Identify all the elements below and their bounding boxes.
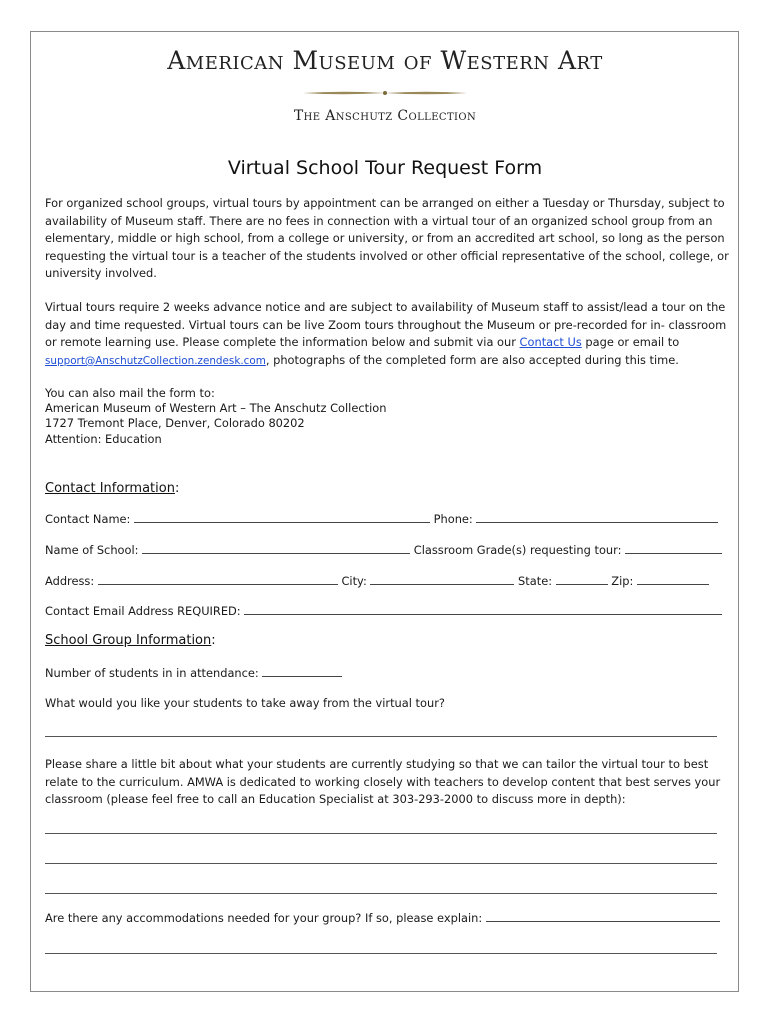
school-name-label: Name of School: — [45, 543, 139, 557]
studying-answer-line-1[interactable] — [45, 833, 717, 834]
collection-name: The Anschutz Collection — [293, 108, 477, 124]
city-input[interactable] — [370, 574, 514, 585]
zip-label: Zip: — [611, 574, 634, 588]
email-label: Contact Email Address REQUIRED: — [45, 604, 241, 618]
takeaway-answer-line[interactable] — [45, 736, 717, 737]
accommodations-row — [45, 911, 720, 925]
school-row — [45, 543, 722, 557]
intro-text-1: For organized school groups, virtual tours by appointment can be arranged on either a Tuesday or Thursday, subject to availability of Museum staff. There are no fees in connection with a virtual tour of an organized school group from an elementary, middle or high school, from a college or university, or from an accredited art school, so long as the person requesting the virtual tour is a teacher of the students involved or other official representative of the school, college, or university involved. — [45, 196, 729, 281]
intro-text-2b: page or email to — [581, 335, 680, 350]
intro-text-2 — [45, 299, 729, 370]
accommodations-input[interactable] — [486, 911, 720, 922]
ornament-divider — [303, 90, 467, 96]
studying-question — [45, 756, 729, 809]
address-input[interactable] — [98, 574, 338, 585]
studying-answer-line-2[interactable] — [45, 863, 717, 864]
takeaway-question: What would you like your students to take away from the virtual tour? — [45, 696, 445, 710]
group-section-heading — [45, 633, 216, 648]
contact-section-colon: : — [174, 481, 180, 496]
intro-paragraph-1 — [45, 195, 729, 283]
state-label: State: — [518, 574, 553, 588]
group-section-title: School Group Information — [45, 633, 212, 648]
intro-paragraph-2 — [45, 299, 729, 370]
intro-text-2a: Virtual tours require 2 weeks advance notice and are subject to availability of Museum staff to assist/lead a tour on the day and time requested. Virtual tours can be live Zoom tours throughout the Museum or pre-recorded for in- classroom or remote learning use. Please complete the information below and submit via our — [45, 300, 727, 350]
mail-street: 1727 Tremont Place, Denver, Colorado 80202 — [45, 416, 305, 431]
support-email-link[interactable]: support@AnschutzCollection.zendesk.com — [45, 354, 266, 367]
studying-answer-line-3[interactable] — [45, 893, 717, 894]
accommodations-label: Are there any accommodations needed for your group? If so, please explain: — [45, 911, 483, 925]
museum-name: American Museum of Western Art — [167, 46, 603, 75]
grade-input[interactable] — [625, 543, 722, 554]
students-input[interactable] — [262, 666, 342, 677]
address-row — [45, 574, 709, 588]
intro-text-2c: , photographs of the completed form are also accepted during this time. — [265, 352, 679, 367]
contact-name-input[interactable] — [134, 512, 430, 523]
city-label: City: — [341, 574, 367, 588]
email-input[interactable] — [244, 604, 722, 615]
students-row — [45, 666, 342, 680]
email-row — [45, 604, 722, 618]
zip-input[interactable] — [637, 574, 709, 585]
mail-attention: Attention: Education — [45, 431, 162, 446]
contact-section-heading — [45, 481, 179, 496]
students-label: Number of students in in attendance: — [45, 666, 259, 680]
phone-input[interactable] — [476, 512, 718, 523]
school-name-input[interactable] — [142, 543, 410, 554]
contact-name-row — [45, 512, 718, 526]
group-section-colon: : — [211, 633, 216, 648]
contact-us-link[interactable]: Contact Us — [519, 335, 582, 350]
studying-text: Please share a little bit about what your students are currently studying so that we can tailor the virtual tour to best relate to the curriculum. AMWA is dedicated to working closely with teachers to develop content that best serves your classroom (please feel free to call an Education Specialist at 303-293-2000 to discuss more in depth): — [45, 757, 721, 807]
accommodations-answer-line[interactable] — [45, 953, 717, 954]
address-label: Address: — [45, 574, 95, 588]
form-title: Virtual School Tour Request Form — [227, 157, 543, 179]
contact-name-label: Contact Name: — [45, 512, 131, 526]
state-input[interactable] — [556, 574, 608, 585]
mail-org: American Museum of Western Art – The Anschutz Collection — [45, 401, 387, 416]
contact-section-title: Contact Information — [45, 481, 175, 496]
mail-intro: You can also mail the form to: — [45, 386, 215, 400]
grade-label: Classroom Grade(s) requesting tour: — [413, 543, 622, 557]
mail-address-block — [45, 386, 386, 447]
phone-label: Phone: — [433, 512, 473, 526]
